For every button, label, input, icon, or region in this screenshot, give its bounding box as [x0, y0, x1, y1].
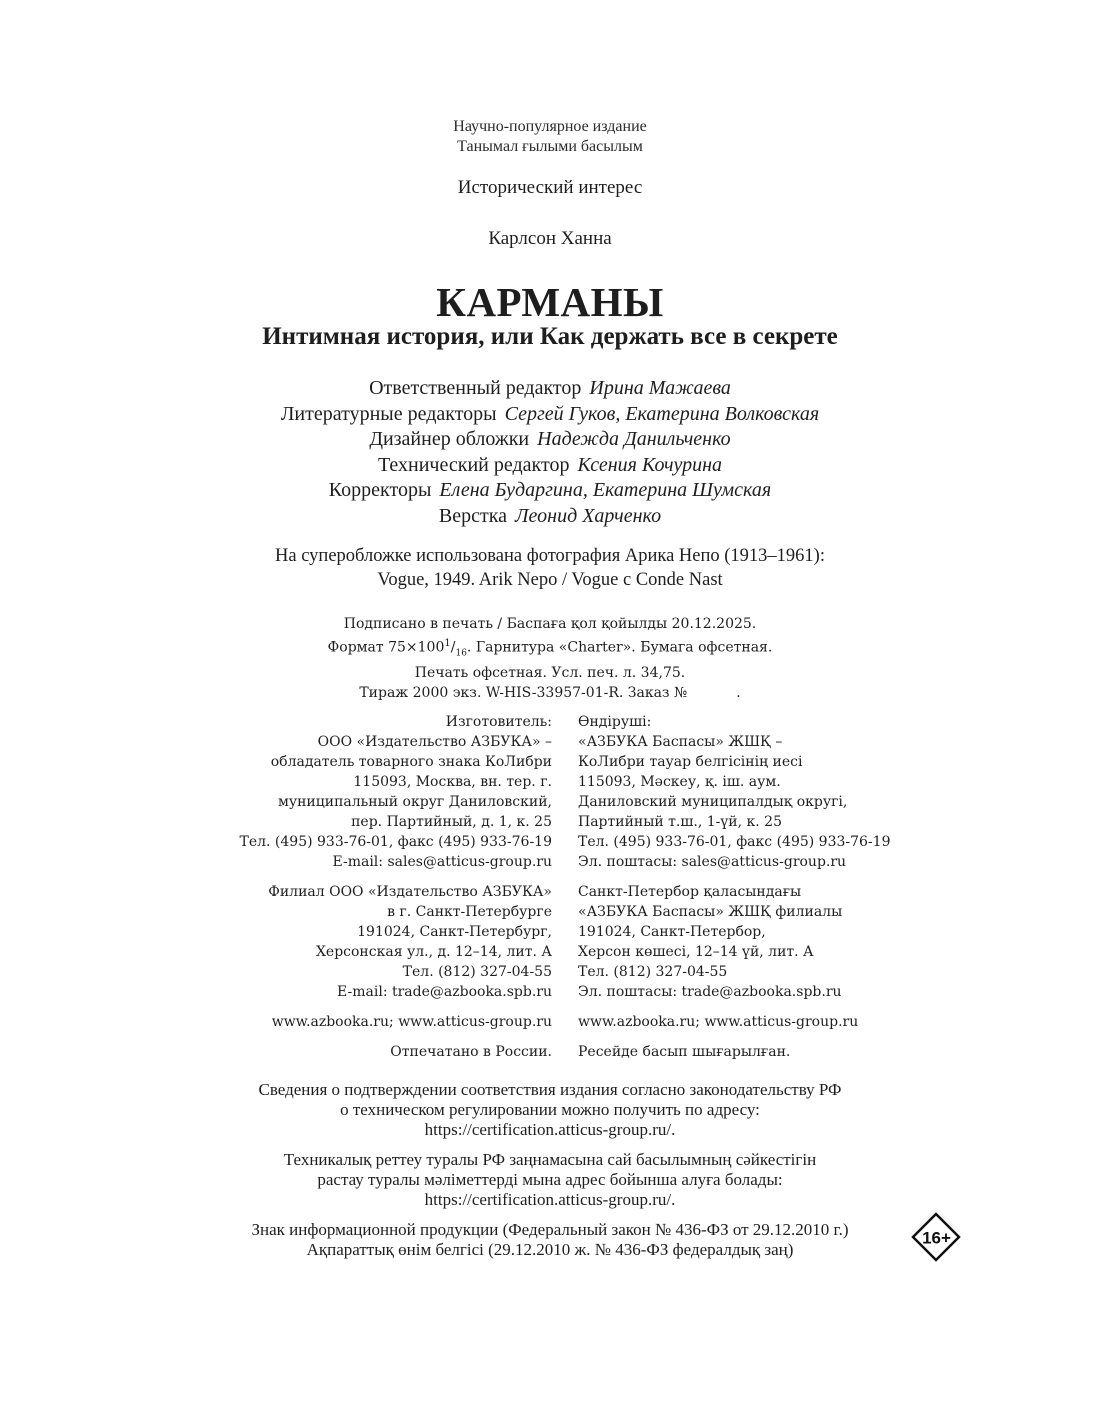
credit-role: Ответственный редактор: [369, 377, 582, 399]
manufacturer-ru-line: 115093, Москва, вн. тер. г.: [353, 774, 552, 790]
branch-ru-line: в г. Санкт-Петербурге: [387, 904, 552, 920]
manufacturer-ru-line: Изготовитель:: [445, 714, 552, 730]
manufacturer-kz-line: Партийный т.ш., 1-үй, к. 25: [578, 814, 782, 830]
credit-name: Леонид Харченко: [515, 504, 662, 527]
age-rating-kz: Ақпараттық өнім белгісі (29.12.2010 ж. № 436-ФЗ федералдық заң): [306, 1240, 794, 1259]
manufacturer-kz-line: Өндіруші:: [578, 714, 652, 730]
manufacturer-ru-line: обладатель товарного знака КоЛибри: [270, 754, 552, 770]
certification-kz-line: Техникалық реттеу туралы РФ заңнамасына сай басылымның сәйкестігін: [283, 1150, 817, 1169]
credit-row: [0, 453, 1100, 479]
certification-ru-url: https://certification.atticus-group.ru/.: [424, 1120, 676, 1139]
manufacturer-ru-email: E-mail: sales@atticus-group.ru: [332, 854, 552, 870]
credit-row: [0, 427, 1100, 453]
manufacturer-ru-line: пер. Партийный, д. 1, к. 25: [351, 814, 552, 830]
book-title: КАРМАНЫ: [436, 279, 664, 325]
manufacturer-ru-line: ООО «Издательство АЗБУКА» –: [317, 734, 552, 750]
manufacturer-kz: [578, 712, 890, 872]
manufacturer-kz-email: Эл. поштасы: sales@atticus-group.ru: [578, 854, 847, 870]
age-rating-badge-icon: [911, 1212, 961, 1262]
manufacturer-ru: [240, 712, 552, 872]
certification-ru-line: о техническом регулировании можно получить по адресу:: [340, 1100, 760, 1119]
certification-ru: [0, 1080, 1100, 1140]
branch-ru-line: Херсонская ул., д. 12–14, лит. А: [315, 944, 552, 960]
branch-ru-phone: Тел. (812) 327-04-55: [402, 964, 552, 980]
edition-type: [0, 117, 1100, 157]
credit-row: [0, 504, 1100, 530]
credits-list: [0, 376, 1100, 529]
branch-kz-phone: Тел. (812) 327-04-55: [578, 964, 728, 980]
cover-note-line: Vogue, 1949. Arik Nepo / Vogue с Conde Nast: [377, 570, 723, 590]
certification-ru-line: Сведения о подтверждении соответствия издания согласно законодательству РФ: [258, 1080, 842, 1099]
age-rating-label: 16+: [922, 1228, 951, 1248]
print-details: [0, 614, 1100, 703]
websites-kz: www.azbooka.ru; www.atticus-group.ru: [578, 1014, 859, 1030]
manufacturer-ru-phone: Тел. (495) 933-76-01, факс (495) 933-76-19: [239, 834, 552, 850]
manufacturer-ru-line: муниципальный округ Даниловский,: [277, 794, 552, 810]
credit-row: [0, 376, 1100, 402]
certification-kz-url: https://certification.atticus-group.ru/.: [424, 1190, 676, 1209]
printing-line: Печать офсетная. Усл. печ. л. 34,75.: [414, 665, 686, 682]
websites-ru: www.azbooka.ru; www.atticus-group.ru: [271, 1014, 552, 1030]
manufacturer-kz-line: Даниловский муниципалдық округі,: [578, 794, 848, 810]
printed-in-kz: Ресейде басып шығарылған.: [578, 1044, 791, 1060]
credit-name: Елена Бударгина, Екатерина Шумская: [439, 479, 772, 501]
age-rating-note: [180, 1220, 920, 1260]
branch-ru-email: E-mail: trade@azbooka.spb.ru: [337, 984, 552, 1000]
credit-name: Надежда Данильченко: [537, 428, 731, 450]
credit-name: Ирина Мажаева: [589, 377, 731, 399]
credit-row: [0, 402, 1100, 428]
certification-kz: [0, 1150, 1100, 1210]
credit-row: [0, 478, 1100, 504]
book-subtitle: Интимная история, или Как держать все в секрете: [262, 323, 838, 350]
manufacturer-kz-line: 115093, Мәскеу, қ. іш. аум.: [578, 774, 781, 790]
branch-kz-line: «АЗБУКА Баспасы» ЖШҚ филиалы: [578, 904, 843, 920]
cover-note-line: На суперобложке использована фотография Арика Непо (1913–1961):: [275, 546, 825, 566]
edition-type-kz: Танымал ғылыми басылым: [457, 138, 643, 155]
credit-name: Ксения Кочурина: [577, 453, 723, 476]
branch-ru-line: 191024, Санкт-Петербург,: [357, 924, 552, 940]
branch-ru-line: Филиал ООО «Издательство АЗБУКА»: [268, 884, 552, 900]
credit-role: Корректоры: [328, 479, 432, 501]
author-name: Карлсон Ханна: [488, 228, 612, 249]
branch-ru: [268, 882, 552, 1002]
branch-kz-line: 191024, Санкт-Петербор,: [578, 924, 766, 940]
printed-in-ru: Отпечатано в России.: [390, 1044, 552, 1060]
manufacturer-kz-phone: Тел. (495) 933-76-01, факс (495) 933-76-19: [578, 834, 891, 850]
age-rating-ru: Знак информационной продукции (Федеральный закон № 436-ФЗ от 29.12.2010 г.): [251, 1220, 849, 1239]
branch-kz: [578, 882, 842, 1002]
branch-kz-line: Санкт-Петербор қаласындағы: [578, 884, 802, 900]
branch-kz-line: Херсон көшесі, 12–14 үй, лит. А: [578, 944, 814, 960]
manufacturer-kz-line: КоЛибри тауар белгісінің иесі: [578, 754, 803, 770]
format-line: Формат $75\times 100^1/_{16}$. Гарнитура «Charter». Бумага офсетная.: [327, 638, 773, 659]
branch-kz-email: Эл. поштасы: trade@azbooka.spb.ru: [578, 984, 842, 1000]
certification-kz-line: растау туралы мәліметтерді мына адрес бойынша алуға болады:: [317, 1170, 783, 1189]
credit-role: Литературные редакторы: [280, 402, 497, 425]
manufacturer-kz-line: «АЗБУКА Баспасы» ЖШҚ –: [578, 734, 783, 750]
signed-date: Подписано в печать / Баспаға қол қойылды 20.12.2025.: [343, 616, 757, 632]
credit-name: Сергей Гуков, Екатерина Волковская: [504, 402, 820, 425]
credit-role: Дизайнер обложки: [369, 428, 530, 450]
series-name: Исторический интерес: [457, 177, 643, 198]
credit-role: Верстка: [438, 504, 508, 527]
print-run-line: Тираж 2000 экз. W-HIS-33957-01-R. Заказ № .: [359, 685, 741, 702]
cover-photo-credit: [0, 544, 1100, 592]
credit-role: Технический редактор: [377, 453, 570, 476]
edition-type-ru: Научно-популярное издание: [453, 118, 647, 135]
